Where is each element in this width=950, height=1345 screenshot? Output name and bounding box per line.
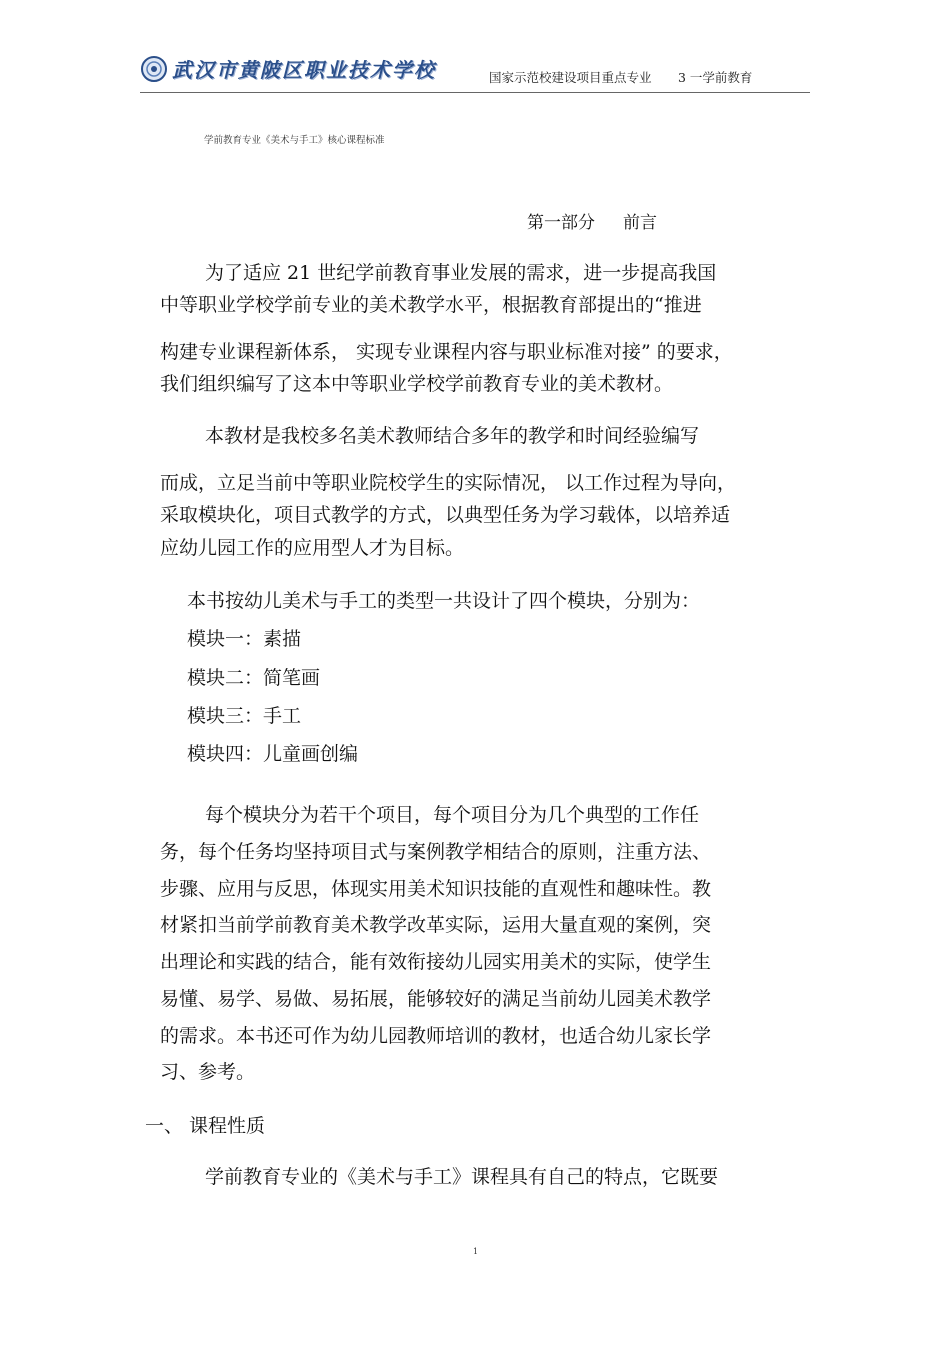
header-major-label: 3 一学前教育 — [678, 70, 753, 85]
paragraph-line: 务，每个任务均坚持项目式与案例教学相结合的原则，注重方法、 — [160, 841, 712, 863]
module-item: 模块二：简笔画 — [187, 667, 321, 689]
paragraph-line: 步骤、应用与反思，体现实用美术知识技能的直观性和趣味性。教 — [160, 878, 712, 900]
section-part-label: 第一部分 — [527, 213, 595, 233]
paragraph-line: 我们组织编写了这本中等职业学校学前教育专业的美术教材。 — [160, 373, 674, 395]
paragraph-line: 中等职业学校学前专业的美术教学水平，根据教育部提出的“推进 — [160, 294, 702, 316]
paragraph-line: 采取模块化，项目式教学的方式，以典型任务为学习载体，以培养适 — [160, 504, 731, 526]
paragraph-line: 构建专业课程新体系， 实现专业课程内容与职业标准对接” 的要求， — [160, 341, 733, 363]
section-heading-course-nature: 一、 课程性质 — [145, 1115, 266, 1137]
paragraph-line: 材紧扣当前学前教育美术教学改革实际，运用大量直观的案例，突 — [160, 914, 712, 936]
paragraph-line: 每个模块分为若干个项目，每个项目分为几个典型的工作任 — [205, 804, 700, 826]
header-project-label: 国家示范校建设项目重点专业 — [489, 70, 652, 85]
paragraph-line: 本教材是我校多名美术教师结合多年的教学和时间经验编写 — [205, 425, 700, 447]
school-name-logo: 武汉市黄陂区职业技术学校 — [172, 58, 436, 82]
section-title — [527, 208, 657, 233]
paragraph-line: 而成，立足当前中等职业院校学生的实际情况， 以工作过程为导向， — [160, 472, 737, 494]
module-item: 模块一：素描 — [187, 628, 302, 650]
paragraph-line: 易懂、易学、易做、易拓展，能够较好的满足当前幼儿园美术教学 — [160, 988, 712, 1010]
paragraph-line: 出理论和实践的结合，能有效衔接幼儿园实用美术的实际，使学生 — [160, 951, 712, 973]
course-standard-subtitle: 学前教育专业《美术与手工》核心课程标准 — [204, 135, 385, 146]
page-number: 1 — [473, 1247, 479, 1256]
modules-intro: 本书按幼儿美术与手工的类型一共设计了四个模块，分别为： — [187, 590, 701, 612]
module-item: 模块四：儿童画创编 — [187, 743, 359, 765]
paragraph-line: 为了适应 21 世纪学前教育事业发展的需求，进一步提高我国 — [205, 262, 717, 284]
section-name-label: 前言 — [623, 213, 657, 233]
module-item: 模块三：手工 — [187, 705, 302, 727]
paragraph-line: 学前教育专业的《美术与手工》课程具有自己的特点，它既要 — [205, 1166, 719, 1188]
paragraph-line: 的需求。本书还可作为幼儿园教师培训的教材，也适合幼儿家长学 — [160, 1025, 712, 1047]
paragraph-line: 应幼儿园工作的应用型人才为目标。 — [160, 537, 465, 559]
paragraph-line: 习、参考。 — [160, 1061, 256, 1083]
school-emblem-icon — [140, 55, 168, 83]
header-divider — [140, 92, 810, 93]
school-logo — [140, 54, 436, 83]
